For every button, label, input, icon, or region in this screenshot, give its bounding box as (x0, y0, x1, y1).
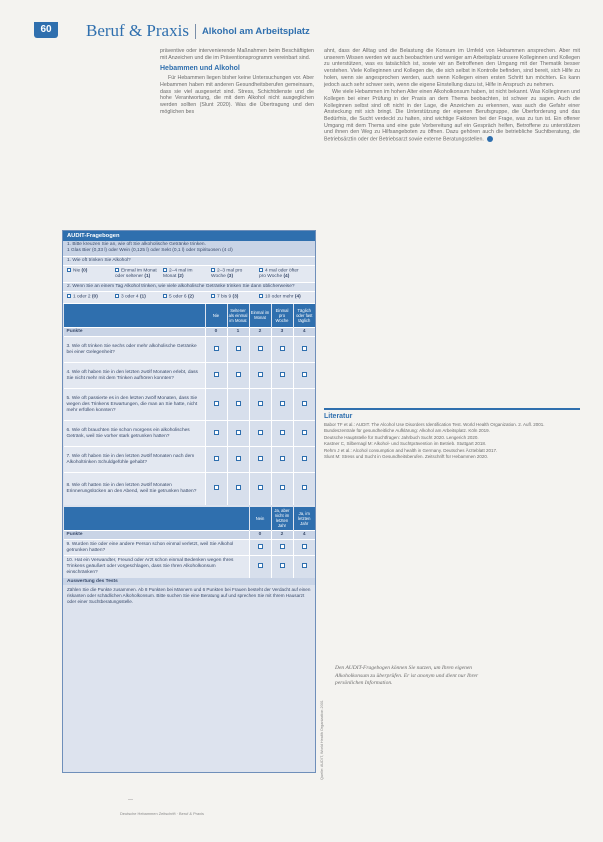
checkbox[interactable] (258, 456, 263, 461)
question-text: 7. Wie oft haben Sie in den letzten zwölf Monaten nach dem Alkoholtrinken Schuldgefühle gehabt? (64, 447, 206, 473)
q1-options (63, 266, 315, 284)
column-header: Täglich oder fast täglich (293, 304, 315, 328)
points-value: 3 (271, 328, 293, 337)
page-footer: Deutsche Hebammen Zeitschrift · Beruf & Praxis (120, 811, 204, 816)
checkbox[interactable] (258, 401, 263, 406)
option[interactable]: 3 oder 4 (1) (115, 294, 159, 300)
reference: Kastner C, Silbernagl M: Alkohol- und Suchtprävention im Betrieb. Stuttgart 2018. (324, 441, 487, 447)
option[interactable]: Einmal im Monat oder seltener (1) (115, 267, 157, 280)
table-row (64, 421, 316, 447)
checkbox[interactable] (258, 346, 263, 351)
checkbox-icon[interactable] (163, 268, 167, 272)
reference: Slunt M: Stress und Sucht in Gesundheitsberufen. Zeitschrift für Hebammen 2020. (324, 454, 489, 460)
checkbox[interactable] (236, 456, 241, 461)
checkbox[interactable] (302, 485, 307, 490)
option[interactable]: Nie (0) (67, 268, 111, 281)
yes-no-table (63, 507, 315, 578)
checkbox[interactable] (236, 346, 241, 351)
paragraph (324, 89, 580, 143)
checkbox-icon[interactable] (115, 268, 119, 272)
option[interactable]: 10 oder mehr (4) (259, 294, 303, 300)
option[interactable]: 2–4 mal im Monat (2) (163, 267, 193, 280)
table-corner (64, 507, 250, 531)
column-header: Seltener als einmal im Monat (227, 304, 249, 328)
points-value: 0 (205, 328, 227, 337)
checkbox[interactable] (258, 563, 263, 568)
checkbox[interactable] (280, 372, 285, 377)
frequency-table (63, 304, 315, 505)
checkbox[interactable] (302, 456, 307, 461)
checkbox[interactable] (236, 485, 241, 490)
checkbox-icon[interactable] (163, 294, 167, 298)
right-column (324, 48, 580, 144)
table-row (64, 337, 316, 363)
audit-intro (63, 241, 315, 257)
reference: Rehm J et al.: Alcohol consumption and health in Germany. Deutsches Ärzteblatt 2017. (324, 447, 498, 453)
column-header: Nein (249, 507, 271, 531)
question-text: 10. Hat ein Verwandter, Freund oder Arzt schon einmal Bedenken wegen Ihres Trinkens geäußert oder vorgeschlagen, dass Sie Ihren Alkoholkonsum einschränken? (64, 556, 250, 578)
checkbox[interactable] (302, 430, 307, 435)
column-header: Ja, aber nicht im letzten Jahr (271, 507, 293, 531)
question: 2. Wenn Sie an einem Tag Alkohol trinken, wie viele alkoholische Getränke trinken Sie dann üblicherweise? (63, 283, 315, 292)
vertical-source-note: Quelle: AUDIT, World Health Organization 2001 (320, 700, 324, 780)
checkbox[interactable] (214, 346, 219, 351)
column-header: Ja, im letzten Jahr (293, 507, 315, 531)
points-value: 4 (293, 531, 315, 540)
option[interactable]: 1 oder 2 (0) (67, 294, 111, 300)
section-title: Beruf & Praxis (86, 21, 189, 40)
option[interactable]: 7 bis 9 (3) (211, 294, 255, 300)
question-text: 8. Wie oft hatten Sie in den letzten zwölf Monaten Erinnerungslücken an den Abend, weil Sie getrunken hatten? (64, 473, 206, 505)
table-row (64, 473, 316, 505)
checkbox-icon[interactable] (211, 294, 215, 298)
option[interactable]: 4 mal oder öfter pro Woche (4) (259, 267, 299, 280)
column-header: Nie (205, 304, 227, 328)
points-label: Punkte (64, 328, 206, 337)
header-divider (195, 24, 196, 39)
table-row (64, 389, 316, 421)
checkbox-icon[interactable] (67, 268, 71, 272)
checkbox[interactable] (258, 430, 263, 435)
question: 1. Wie oft trinken Sie Alkohol? (63, 257, 315, 266)
intro-line: 1. Bitte kreuzen Sie an, wie oft Sie alkoholische Getränke trinken. (67, 242, 206, 247)
checkbox-icon[interactable] (259, 268, 263, 272)
checkbox-icon[interactable] (67, 294, 71, 298)
checkbox[interactable] (302, 563, 307, 568)
side-note: Den AUDIT-Fragebogen können Sie nutzen, um Ihren eigenen Alkoholkonsum zu überprüfen. Er ist anonym und dient nur Ihrer persönlichen Information. (335, 665, 479, 686)
points-value: 2 (271, 531, 293, 540)
end-mark-icon (487, 136, 493, 142)
points-value: 4 (293, 328, 315, 337)
checkbox[interactable] (214, 456, 219, 461)
question-text: 4. Wie oft haben Sie in den letzten zwölf Monaten erlebt, dass Sie nicht mehr mit dem Trinken aufhören konnten? (64, 363, 206, 389)
table-row (64, 363, 316, 389)
checkbox[interactable] (214, 401, 219, 406)
checkbox[interactable] (236, 372, 241, 377)
checkbox-icon[interactable] (211, 268, 215, 272)
checkbox-icon[interactable] (259, 294, 263, 298)
checkbox[interactable] (280, 485, 285, 490)
points-value: 2 (249, 328, 271, 337)
table-row (64, 540, 316, 556)
evaluation-heading: Auswertung des Tests (63, 578, 315, 585)
table-row (64, 447, 316, 473)
column-header: Einmal im Monat (249, 304, 271, 328)
question-text: 9. Wurden Sie oder eine andere Person schon einmal verletzt, weil Sie Alkohol getrunken hatten? (64, 540, 250, 556)
checkbox[interactable] (302, 544, 307, 549)
checkbox[interactable] (280, 430, 285, 435)
paragraph: Für Hebammen liegen bisher keine Untersuchungen vor. Aber Hebammen haben mit anderen Gesundheitsberufen gemeinsam, dass sie viel ausgesetzt sind. Stress, Schichtdienste und die hohe Verantwortung, die mit dem Alkohol nicht ausgeglichen werden sollten (Slunt 2020). Was die Übertragung und den möglichen bes (160, 75, 314, 115)
points-row (64, 531, 316, 540)
checkbox[interactable] (258, 544, 263, 549)
option[interactable]: 5 oder 6 (2) (163, 294, 207, 300)
checkbox[interactable] (280, 401, 285, 406)
checkbox[interactable] (258, 485, 263, 490)
paragraph: präventive oder intervenierende Maßnahmen beim Beschäftigten mit Anzeichen und die im Präventionsprogramm vereinbart sind. (160, 48, 314, 61)
checkbox-icon[interactable] (115, 294, 119, 298)
paragraph-text: Wie viele Hebammen im hohen Alter einen Alkoholkonsum haben, ist nicht bekannt. Was Kolleginnen und Kollegen bei einer Prüfung in der Praxis an dem Thema beobachten, ist schwer zu sagen. Auch die Kolleginnen selbst sind oft nicht in der Lage, die Anzeichen zu erkennen, was auch die Gefahr einer Ansteckung mit sich bringt. Die Unterstützung der eigenen Berufsgruppe, die Überforderung und das Bedürfnis, die Sucht verdeckt zu halten, sind wichtige Faktoren bei der Frage, was zu tun ist. Ein offener Umgang mit dem Thema und eine gute Vorbereitung auf ein Gespräch helfen, Betroffene zu unterstützen und ihnen den Weg zu Hilfsangeboten zu öffnen. Dazu gehören auch die betriebliche Suchtberatung, die Betriebsärztin oder der Betriebsarzt sowie externe Beratungsstellen. (324, 89, 580, 143)
audit-box (62, 230, 316, 773)
checkbox[interactable] (280, 563, 285, 568)
table-corner (64, 304, 206, 328)
evaluation-text: Zählen Sie die Punkte zusammen. Ab 8 Punkten bei Männern und 6 Punkten bei Frauen besteht der Verdacht auf einen riskanten oder schädlichen Alkoholkonsum. Bitte suchen Sie eine Beratung auf und sprechen Sie mit Ihrem Hausarzt oder einer Suchtberatungsstelle. (63, 585, 315, 607)
points-value: 1 (227, 328, 249, 337)
checkbox[interactable] (280, 346, 285, 351)
question-text: 6. Wie oft brauchten Sie schon morgens ein alkoholisches Getränk, weil Sie vorher stark getrunken hatten? (64, 421, 206, 447)
audit-title: AUDIT-Fragebogen (63, 231, 315, 241)
checkbox[interactable] (280, 544, 285, 549)
left-column (160, 48, 314, 116)
reference: Bundeszentrale für gesundheitliche Aufklärung: Alkohol am Arbeitsplatz. Köln 2019. (324, 428, 490, 434)
section-heading: Hebammen und Alkohol (160, 65, 240, 73)
option[interactable]: 2–3 mal pro Woche (3) (211, 267, 243, 280)
checkbox[interactable] (302, 401, 307, 406)
points-label: Punkte (64, 531, 250, 540)
checkbox[interactable] (302, 372, 307, 377)
checkbox[interactable] (214, 372, 219, 377)
reference: Deutsche Hauptstelle für Suchtfragen: Jahrbuch Sucht 2020. Lengerich 2020. (324, 434, 479, 440)
checkbox[interactable] (214, 485, 219, 490)
literature-box (324, 408, 580, 636)
column-header: Einmal pro Woche (271, 304, 293, 328)
page-mark: — (128, 797, 133, 803)
intro-line: 1 Glas Bier (0,33 l) oder Wein (0,125 l) oder Sekt (0,1 l) oder Spirituosen (4 cl) (67, 248, 233, 254)
reference: Babor TF et al.: AUDIT. The Alcohol Use Disorders Identification Test. World Health Organization. 2. Aufl. 2001. (324, 422, 545, 427)
page-number: 60 (34, 22, 58, 38)
points-value: 0 (249, 531, 271, 540)
points-row (64, 328, 316, 337)
checkbox[interactable] (258, 372, 263, 377)
checkbox[interactable] (302, 346, 307, 351)
literature-heading: Literatur (324, 413, 353, 420)
table-row (64, 556, 316, 578)
question-text: 3. Wie oft trinken Sie sechs oder mehr alkoholische Getränke bei einer Gelegenheit? (64, 337, 206, 363)
checkbox[interactable] (214, 430, 219, 435)
checkbox[interactable] (236, 430, 241, 435)
section-subtitle: Alkohol am Arbeitsplatz (201, 25, 310, 37)
checkbox[interactable] (280, 456, 285, 461)
page-header (86, 20, 566, 42)
paragraph: ahnt, dass der Alltag und die Belastung die Konsum im Umfeld von Hebammen ansprechen. Aber mit unserem Wissen werden wir auch beobachten und weniger am Arbeitsplatz unsere Kolleginnen und Kollegen zu unterstützen, was es tatsächlich ist, sowie wir an Betroffenen den Umgang mit der Thematik besser verstehen. Viele Kolleginnen und Kollegen die, die sich selbst in Kontrolle befinden, sind bereit, sich Hilfe zu holen, wenn sie angesprochen werden, auch wenn Kollegen einen ersten Schritt tun möchten. Es kann jedoch auch sehr schwer sein, wenn die eigene Einstellung dazu ist, Hilfe in Anspruch zu nehmen. (324, 48, 580, 88)
checkbox[interactable] (236, 401, 241, 406)
question-text: 5. Wie oft passierte es in den letzten zwölf Monaten, dass Sie wegen des Trinkens Erwartungen, die man an Sie hatte, nicht mehr erfüllen konnten? (64, 389, 206, 421)
q2-options (63, 292, 315, 303)
